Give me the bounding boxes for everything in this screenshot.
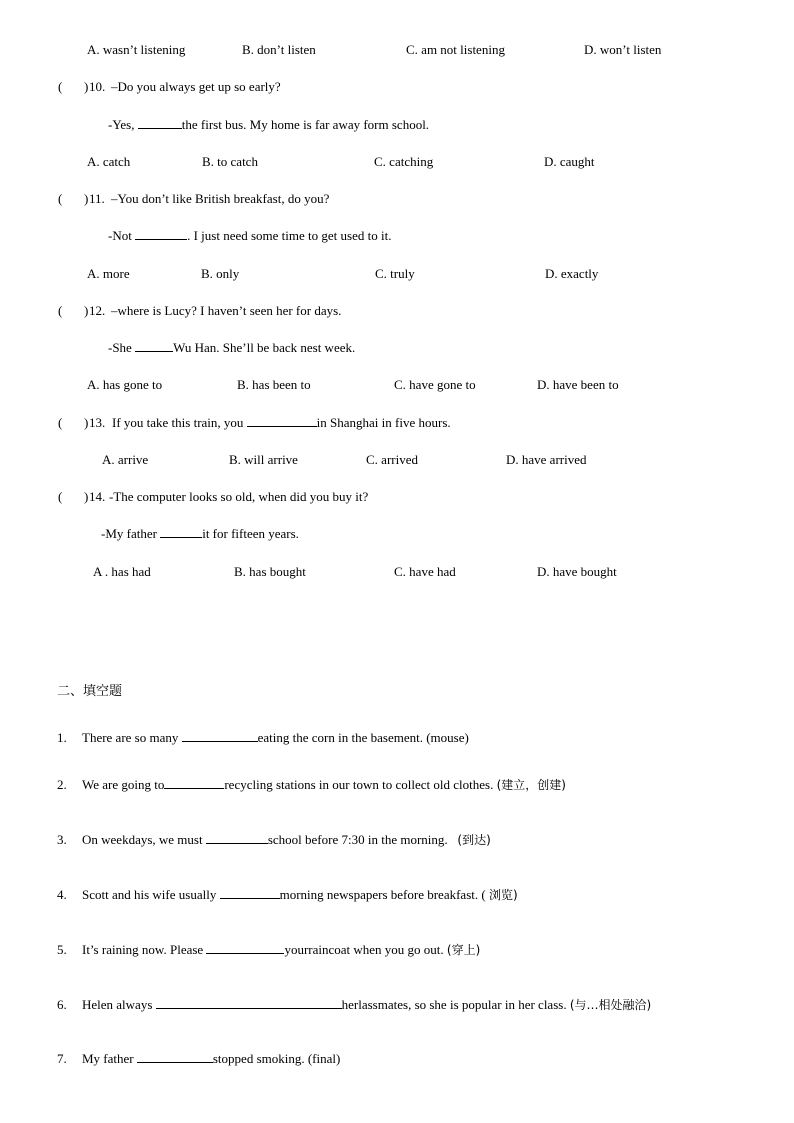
q12-option-a: A. has gone to <box>87 377 163 392</box>
fill-blank[interactable] <box>164 777 224 789</box>
item-text <box>82 730 469 746</box>
q9-option-a: A. wasn’t listening <box>87 42 186 57</box>
answer-blank[interactable] <box>138 117 182 129</box>
fill-blank[interactable] <box>206 832 268 844</box>
item-number: 2. <box>57 777 67 792</box>
item-prefix: On weekdays, we must <box>82 832 203 847</box>
item-number: 5. <box>57 942 67 957</box>
item-text <box>82 832 491 848</box>
answer-blank[interactable] <box>135 228 187 240</box>
answer-paren-close: ) <box>84 191 89 206</box>
q9-option-c: C. am not listening <box>406 42 505 57</box>
fill-blank[interactable] <box>137 1051 213 1063</box>
answer-paren-close: ) <box>84 489 89 504</box>
q14-option-d: D. have bought <box>537 564 617 579</box>
item-suffix: morning newspapers before breakfast. ( <box>279 887 486 902</box>
question-suffix: in Shanghai in five hours. <box>316 415 451 430</box>
q11-option-c: C. truly <box>375 266 415 281</box>
item-text <box>82 942 480 958</box>
item-number: 4. <box>57 887 67 902</box>
item-text <box>82 1051 340 1067</box>
answer-line <box>108 228 391 244</box>
answer-blank[interactable] <box>160 526 202 538</box>
item-prefix: It’s raining now. Please <box>82 942 204 957</box>
answer-suffix: the first bus. My home is far away form school. <box>181 117 430 132</box>
q9-option-d: D. won’t listen <box>584 42 662 57</box>
q13-option-d: D. have arrived <box>506 452 587 467</box>
q9-option-b: B. don’t listen <box>242 42 316 57</box>
answer-paren-open: ( <box>58 415 63 430</box>
answer-prefix: -She <box>108 340 132 355</box>
answer-prefix: -My father <box>101 526 157 541</box>
fill-blank[interactable] <box>182 730 258 742</box>
item-suffix: stopped smoking. (final) <box>212 1051 341 1066</box>
item-text <box>82 997 651 1013</box>
q13-option-b: B. will arrive <box>229 452 298 467</box>
question-number: 11. <box>89 191 105 206</box>
q12-option-b: B. has been to <box>237 377 311 392</box>
item-text <box>82 887 518 903</box>
q14-option-c: C. have had <box>394 564 456 579</box>
answer-paren-open: ( <box>58 79 63 94</box>
item-hint: (建立，创建) <box>496 778 566 792</box>
answer-line <box>108 117 429 133</box>
answer-prefix: -Not <box>108 228 132 243</box>
answer-blank[interactable] <box>247 415 317 427</box>
fill-blank[interactable] <box>206 942 284 954</box>
fill-blank[interactable] <box>156 997 342 1009</box>
item-number: 7. <box>57 1051 67 1066</box>
answer-paren-open: ( <box>58 191 63 206</box>
answer-line <box>101 526 299 542</box>
question-number: 10. <box>89 79 106 94</box>
item-hint: 浏览) <box>488 888 518 902</box>
item-number: 6. <box>57 997 67 1012</box>
item-prefix: Helen always <box>82 997 153 1012</box>
question-text: –where is Lucy? I haven’t seen her for days. <box>111 303 342 318</box>
answer-suffix: . I just need some time to get used to it. <box>187 228 392 243</box>
item-prefix: We are going to <box>82 777 165 792</box>
item-suffix: recycling stations in our town to collect old clothes. <box>224 777 494 792</box>
q13-option-a: A. arrive <box>102 452 149 467</box>
answer-blank[interactable] <box>135 340 173 352</box>
item-prefix: There are so many <box>82 730 179 745</box>
q14-option-b: B. has bought <box>234 564 306 579</box>
question-prefix: If you take this train, you <box>112 415 244 430</box>
q10-option-a: A. catch <box>87 154 131 169</box>
item-suffix: eating the corn in the basement. (mouse) <box>257 730 469 745</box>
answer-paren-close: ) <box>84 79 89 94</box>
q10-option-d: D. caught <box>544 154 595 169</box>
question-number: 12. <box>89 303 106 318</box>
item-text <box>82 777 566 793</box>
question-text: –You don’t like British breakfast, do you? <box>111 191 330 206</box>
q11-option-a: A. more <box>87 266 130 281</box>
item-hint: (穿上) <box>446 943 481 957</box>
item-number: 1. <box>57 730 67 745</box>
answer-line <box>108 340 355 356</box>
item-hint: (到达) <box>457 833 491 847</box>
q11-option-d: D. exactly <box>545 266 599 281</box>
q12-option-c: C. have gone to <box>394 377 476 392</box>
section-title: 二、填空题 <box>57 684 123 699</box>
q12-option-d: D. have been to <box>537 377 619 392</box>
item-hint: (与…相处融洽) <box>569 998 652 1012</box>
q10-option-b: B. to catch <box>202 154 258 169</box>
question-text: -The computer looks so old, when did you buy it? <box>109 489 369 504</box>
question-text <box>112 415 451 431</box>
item-suffix: yourraincoat when you go out. <box>284 942 444 957</box>
answer-suffix: it for fifteen years. <box>202 526 299 541</box>
q10-option-c: C. catching <box>374 154 434 169</box>
answer-paren-close: ) <box>84 303 89 318</box>
answer-paren-open: ( <box>58 303 63 318</box>
question-text: –Do you always get up so early? <box>111 79 281 94</box>
item-number: 3. <box>57 832 67 847</box>
q13-option-c: C. arrived <box>366 452 418 467</box>
item-suffix: herlassmates, so she is popular in her class. <box>341 997 567 1012</box>
fill-blank[interactable] <box>220 887 280 899</box>
item-prefix: My father <box>82 1051 134 1066</box>
answer-suffix: Wu Han. She’ll be back nest week. <box>173 340 356 355</box>
item-suffix: school before 7:30 in the morning. <box>267 832 448 847</box>
question-number: 13. <box>89 415 106 430</box>
question-number: 14. <box>89 489 106 504</box>
q14-option-a: A . has had <box>93 564 151 579</box>
q11-option-b: B. only <box>201 266 240 281</box>
item-prefix: Scott and his wife usually <box>82 887 217 902</box>
answer-paren-close: ) <box>84 415 89 430</box>
answer-prefix: -Yes, <box>108 117 135 132</box>
answer-paren-open: ( <box>58 489 63 504</box>
